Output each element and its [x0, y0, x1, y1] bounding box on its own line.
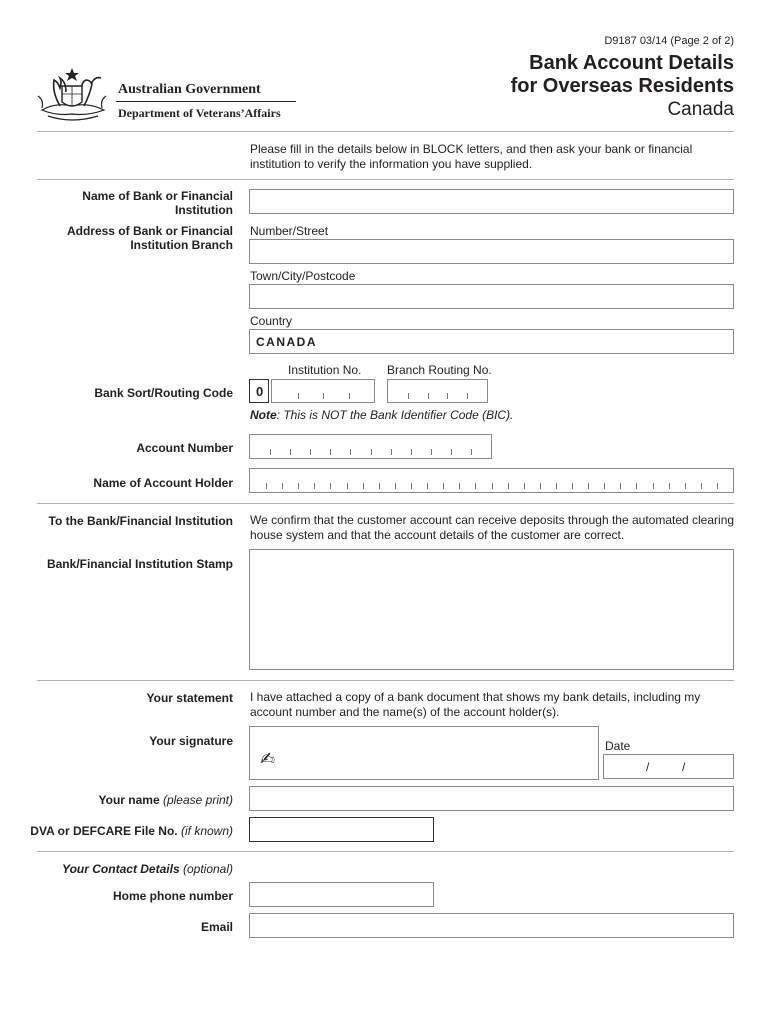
- account-number-ticks: [250, 449, 491, 455]
- contact-heading-hint: (optional): [182, 862, 233, 876]
- contact-heading-text: Your Contact Details: [62, 862, 180, 876]
- file-no-hint: (if known): [180, 824, 233, 838]
- sort-code-prefix-box: [249, 379, 269, 403]
- bank-name-field[interactable]: [249, 189, 734, 214]
- title-line-1: Bank Account Details: [529, 52, 734, 74]
- account-holder-field[interactable]: [249, 468, 734, 493]
- email-label: Email: [200, 920, 233, 934]
- signature-label: Your signature: [149, 734, 233, 748]
- bank-confirm-label: To the Bank/Financial Institution: [48, 514, 233, 528]
- email-field[interactable]: [249, 913, 734, 938]
- address-label: Address of Bank or Financial Institution Branch: [66, 224, 233, 252]
- department-name: Department of Veterans’Affairs: [118, 106, 281, 120]
- country-title: Canada: [667, 99, 734, 120]
- title-line-2: for Overseas Residents: [510, 75, 734, 97]
- stamp-area[interactable]: [249, 549, 734, 670]
- branch-routing-caption: Branch Routing No.: [387, 363, 492, 377]
- account-number-label: Account Number: [136, 441, 233, 455]
- institution-no-caption: Institution No.: [288, 363, 362, 377]
- bic-note: [250, 408, 513, 423]
- number-street-field[interactable]: [249, 239, 734, 264]
- country-field[interactable]: [249, 329, 734, 354]
- town-city-caption: Town/City/Postcode: [250, 269, 356, 283]
- home-phone-label: Home phone number: [112, 889, 233, 903]
- form-title: [511, 52, 734, 98]
- note-text: : This is NOT the Bank Identifier Code (BIC).: [276, 408, 514, 422]
- header-divider: [37, 131, 734, 132]
- signature-pen-icon: ✍: [260, 749, 276, 770]
- date-separator-2: /: [682, 760, 686, 774]
- note-label: Note: [250, 408, 277, 422]
- account-number-field[interactable]: [249, 434, 492, 459]
- home-phone-field[interactable]: [249, 882, 434, 907]
- date-separator-1: /: [646, 760, 650, 774]
- file-no-label-text: DVA or DEFCARE File No.: [30, 824, 178, 838]
- account-holder-ticks: [250, 483, 733, 489]
- bank-section-divider: [37, 503, 734, 504]
- bank-name-label: Name of Bank or Financial Institution: [82, 189, 233, 217]
- branch-routing-field[interactable]: [387, 379, 488, 403]
- your-name-label-text: Your name: [98, 793, 160, 807]
- signature-field[interactable]: [249, 726, 599, 780]
- stamp-label: Bank/Financial Institution Stamp: [46, 557, 233, 571]
- sort-code-label: Bank Sort/Routing Code: [94, 386, 233, 400]
- statement-divider: [37, 851, 734, 852]
- your-name-label: [99, 793, 234, 807]
- date-field[interactable]: [603, 754, 734, 779]
- contact-heading: [62, 862, 233, 876]
- date-caption: Date: [605, 739, 631, 753]
- intro-divider: [37, 179, 734, 180]
- statement-label: Your statement: [146, 691, 233, 705]
- intro-text: Please fill in the details below in BLOCK letters, and then ask your bank or financial institution to verify the information you have supplied.: [250, 142, 693, 171]
- logo-divider: [116, 101, 296, 102]
- bank-confirm-text: We confirm that the customer account can receive deposits through the automated clearing house system and that the account details of the customer are correct.: [250, 513, 735, 542]
- sort-code-prefix: 0: [256, 384, 264, 399]
- town-city-field[interactable]: [249, 284, 734, 309]
- account-holder-label: Name of Account Holder: [93, 476, 233, 490]
- form-reference: D9187 03/14 (Page 2 of 2): [604, 35, 734, 47]
- institution-no-field[interactable]: [271, 379, 375, 403]
- stamp-divider: [37, 680, 734, 681]
- coat-of-arms-logo: [34, 66, 112, 126]
- file-no-label: [30, 824, 233, 838]
- government-name: Australian Government: [118, 82, 261, 97]
- country-caption: Country: [250, 314, 293, 328]
- your-name-hint: (please print): [162, 793, 233, 807]
- country-value: CANADA: [256, 335, 317, 349]
- your-name-field[interactable]: [249, 786, 734, 811]
- number-street-caption: Number/Street: [250, 224, 329, 238]
- statement-text: I have attached a copy of a bank document that shows my bank details, including my account number and the name(s) of the account holder(s).: [250, 690, 701, 719]
- file-no-field[interactable]: [249, 817, 434, 842]
